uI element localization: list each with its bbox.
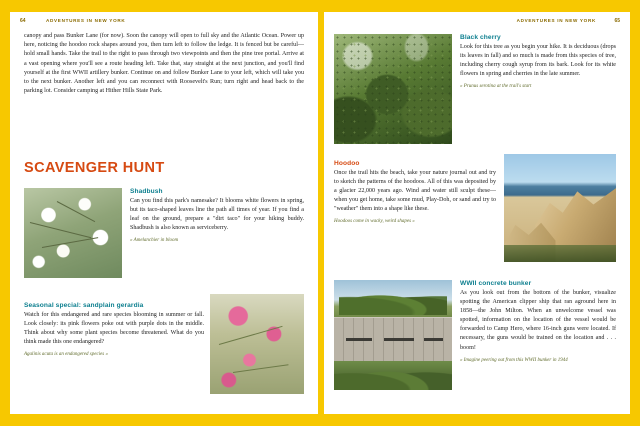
gerardia-photo-art	[210, 294, 304, 394]
hoodoo-cliffs-photo	[504, 154, 616, 262]
bunker-slit	[346, 338, 372, 341]
left-body-column	[24, 32, 304, 96]
bunker-slit	[384, 338, 415, 341]
entry-wwii-bunker-body: As you look out from the bottom of the bunker, visualize spotting the American clipper ship that ran aground here in 1858—the John Milton. When an unwelcome vessel was spotted, information on the location of the vessel would be forwarded to Camp Hero, where 16-inch guns were located. If necessary, the guns would be trained on the location and . . . boom!	[460, 290, 616, 351]
page-frame-right	[630, 0, 640, 426]
wwii-bunker-photo	[334, 280, 452, 390]
entry-hoodoo-caption: Hoodoos come in wacky, weird shapes »	[334, 219, 415, 225]
black-cherry-canopy-photo	[334, 34, 452, 144]
black-cherry-photo-art	[334, 34, 452, 144]
concrete-wall	[334, 317, 452, 367]
scrub-vegetation	[504, 245, 616, 262]
left-page-folio: 64	[20, 18, 26, 24]
entry-shadbush-heading: Shadbush	[130, 188, 163, 195]
left-running-head: ADVENTURES IN NEW YORK	[46, 18, 126, 23]
entry-wwii-bunker	[460, 280, 616, 369]
entry-hoodoo	[334, 160, 496, 230]
shadbush-blossoms-photo	[24, 188, 122, 278]
bunker-photo-art	[334, 280, 452, 390]
right-page-folio: 65	[614, 18, 620, 24]
entry-black-cherry-heading: Black cherry	[460, 34, 501, 41]
twig-line	[57, 201, 96, 222]
entry-hoodoo-heading: Hoodoo	[334, 160, 360, 167]
entry-wwii-bunker-caption: « Imagine peering out from this WWII bunker in 1944	[460, 357, 568, 363]
entry-shadbush	[130, 188, 304, 249]
entry-sandplain-heading: Seasonal special: sandplain gerardia	[24, 302, 144, 309]
entry-wwii-bunker-heading: WWII concrete bunker	[460, 280, 532, 287]
stem-line	[232, 364, 288, 373]
twig-line	[42, 238, 98, 249]
right-page	[324, 12, 630, 414]
twig-line	[30, 222, 91, 238]
hoodoo-photo-art	[504, 154, 616, 262]
shrub-foreground	[334, 361, 452, 390]
entry-sandplain-caption: Agalinis acuta is an endangered species »	[24, 352, 108, 358]
entry-black-cherry	[460, 34, 616, 95]
shadbush-photo-art	[24, 188, 122, 278]
entry-sandplain-gerardia	[24, 302, 204, 363]
sandplain-gerardia-photo	[210, 294, 304, 394]
bunker-slit	[424, 338, 443, 341]
entry-black-cherry-caption: « Prunus serotina at the trail's start	[460, 84, 532, 90]
entry-shadbush-caption: « Amelanchier in bloom	[130, 238, 179, 244]
foliage-texture	[334, 34, 452, 144]
page-frame-left	[0, 0, 10, 426]
entry-sandplain-body: Watch for this endangered and rare species blooming in summer or fall. Look closely: its pink flowers poke out with purple dots in the middle. Think about why some plant species become threatened. What do you think made this one endangered?	[24, 312, 204, 346]
right-running-head: ADVENTURES IN NEW YORK	[516, 18, 596, 23]
tree-canopy	[339, 289, 448, 315]
left-body-paragraph: canopy and pass Bunker Lane (for now). Soon the canopy will open to full sky and the Atlantic Ocean. Power up here, noticing the hoodoo rock shapes around you, then turn left to follow the ledge. It is fenced but be careful—hold small hands. Take the trail to the right to pass through two viewpoints and then the pine tree portal. Arrive at a vast opening where you'll see a route heading left. Take that, stay straight at the next junction, and you'll find yourself at the first WWII artillery bunker. Continue on and follow Bunker Lane to your left, which will take you to the next bunker. Another left and you can reconnect with Roosevelt's Run; turn right and head back to the parking lot. Consider camping at Hither Hills State Park.	[24, 33, 304, 95]
scavenger-hunt-heading: SCAVENGER HUNT	[24, 160, 165, 176]
entry-hoodoo-body: Once the trail hits the beach, take your nature journal out and try to sketch the patterns of the hoodoos. All of this was deposited by a glacier 22,000 years ago. Wind and water still sculpt these—when you get home, take some mud, Play-Doh, or sand and try to "weather" them into a shape like these.	[334, 170, 496, 213]
entry-shadbush-body: Can you find this park's namesake? It blooms white flowers in spring, but its taco-shaped leaves line the path all times of year. If you find a leaf on the ground, prepare a "dirt taco" for your hiking buddy. Shadbush is also known as serviceberry.	[130, 198, 304, 232]
stem-line	[219, 326, 283, 345]
left-page	[10, 12, 318, 414]
entry-black-cherry-body: Look for this tree as you begin your hike. It is deciduous (drops its leaves in fall) and so much is made from this species of tree, including cherry cough syrup from its bark. Look for its white flowers in spring and cherries in the late summer.	[460, 44, 616, 78]
